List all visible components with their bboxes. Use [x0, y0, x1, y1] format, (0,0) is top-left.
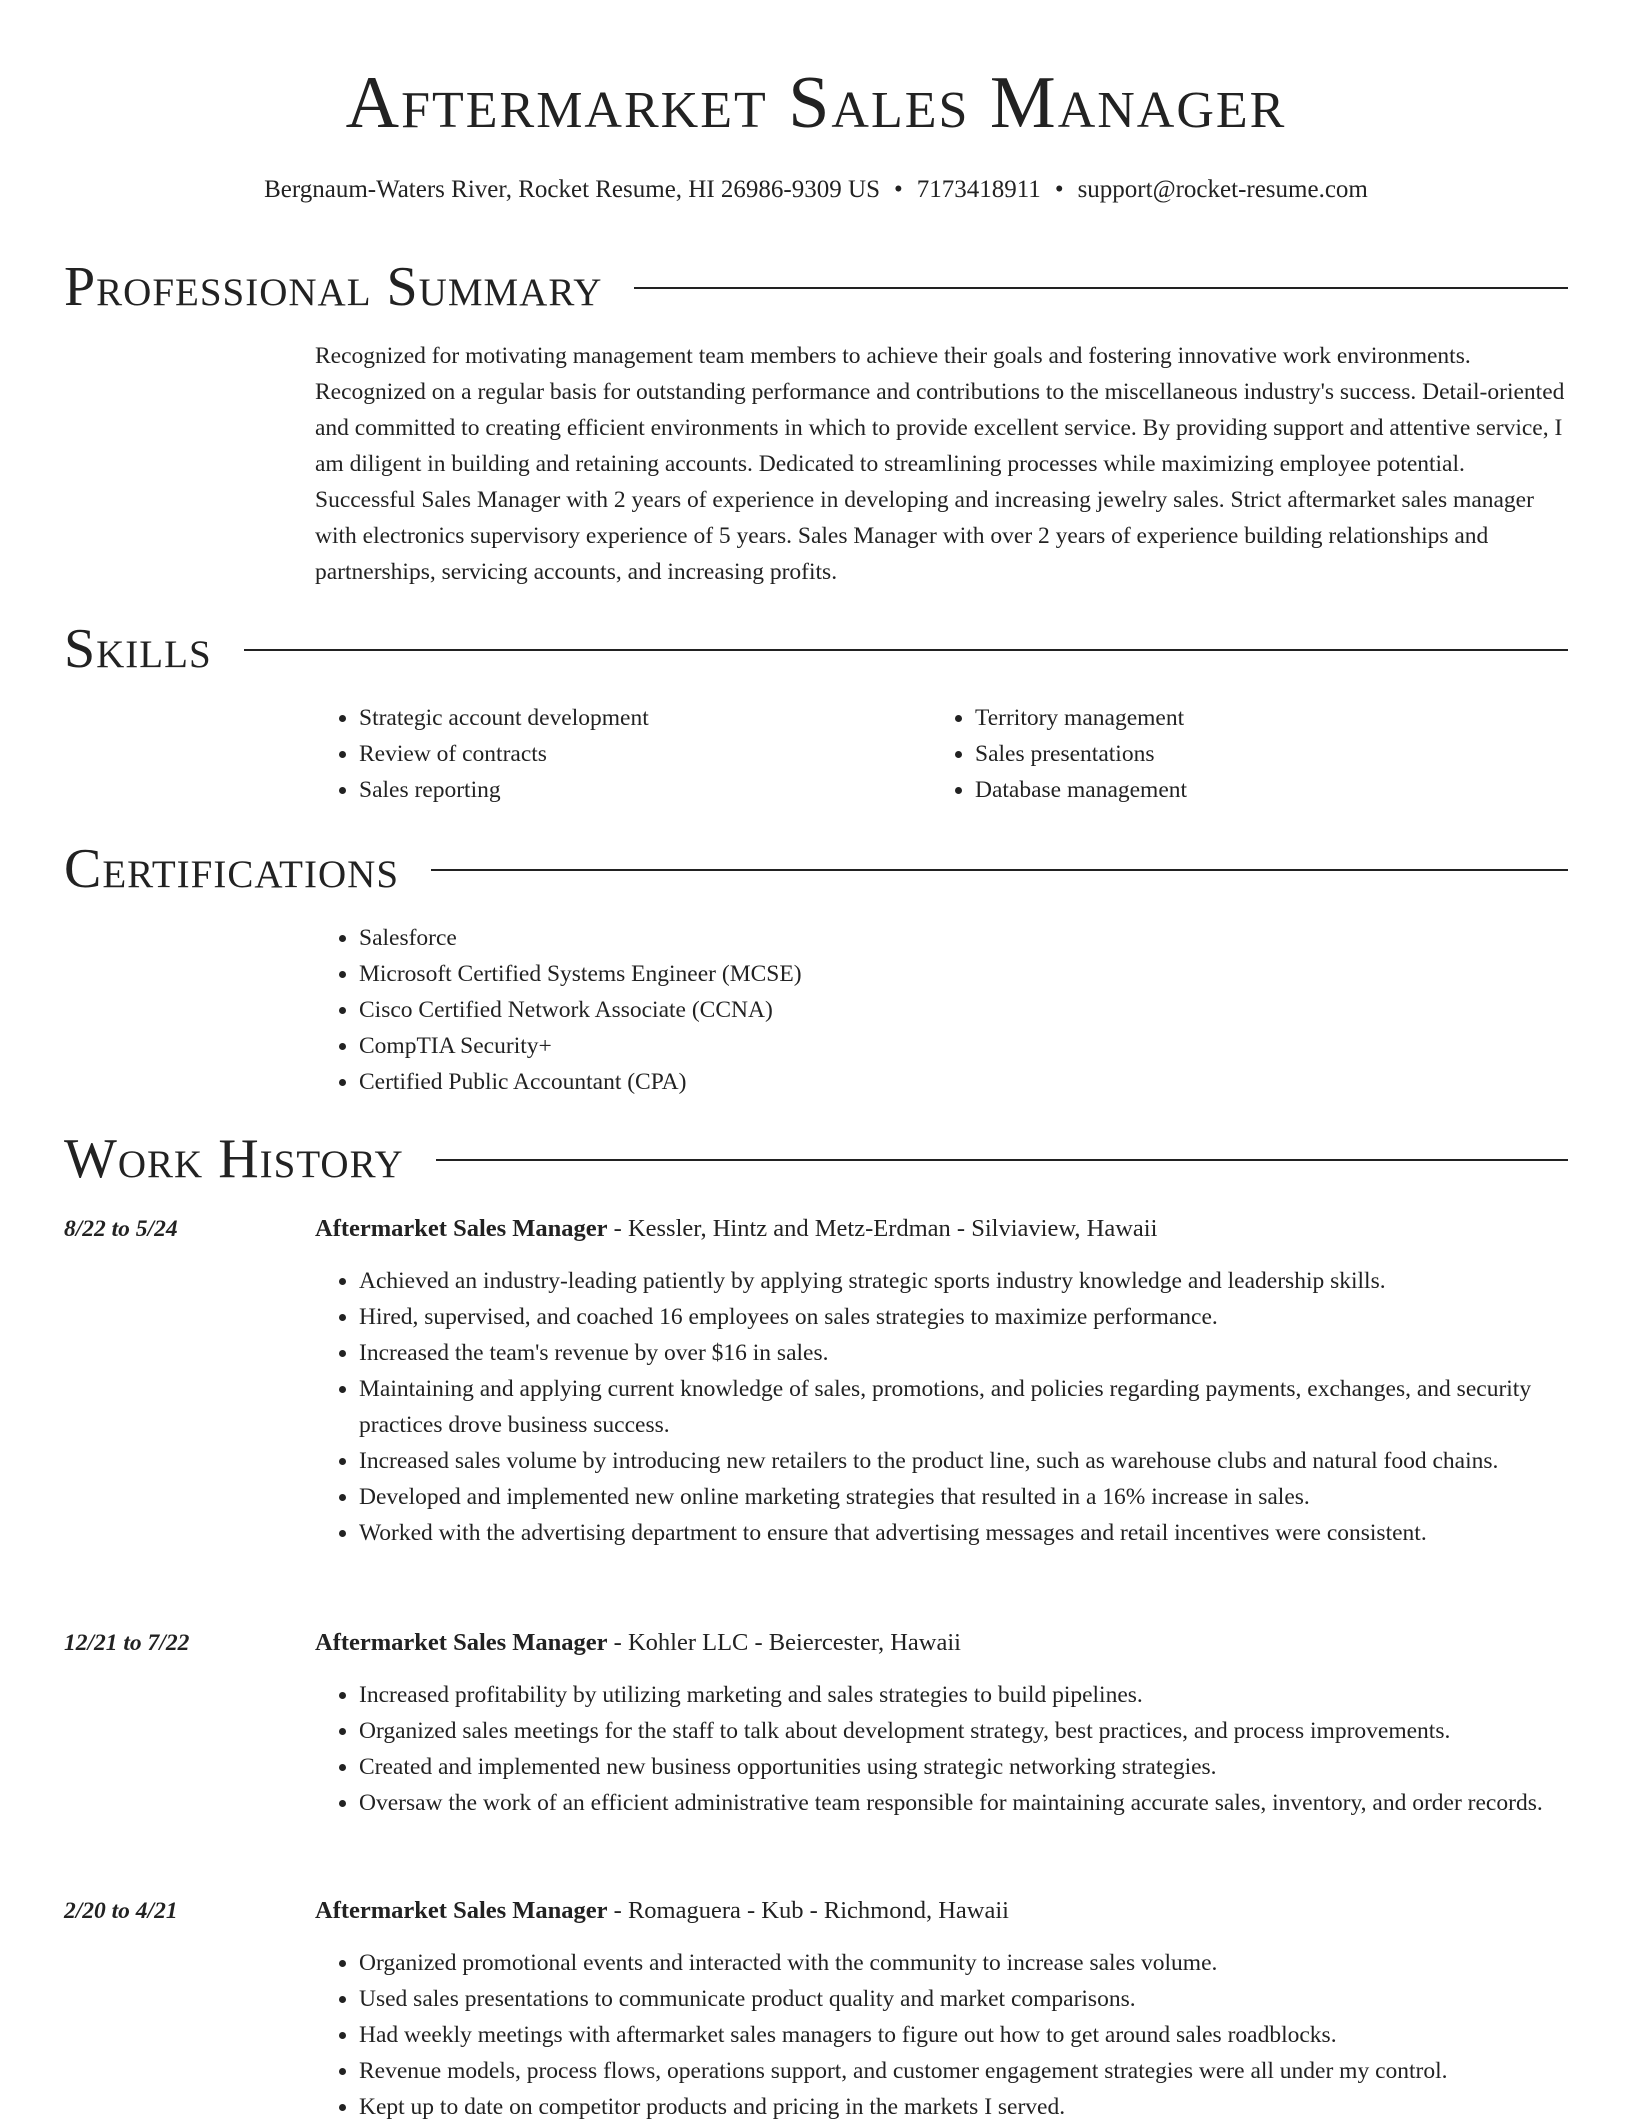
skill-item: • Strategic account development: [359, 700, 915, 736]
contact-line: [0, 174, 1632, 206]
summary-heading: Professional Summary: [64, 256, 603, 318]
job-title-line: [315, 1893, 1570, 1929]
work-history-section-header: [64, 1124, 1568, 1194]
job-bullet: • Increased the team's revenue by over $16 in sales.: [359, 1335, 1570, 1371]
job-title-line: [315, 1625, 1570, 1661]
skill-item: • Sales presentations: [975, 736, 1531, 772]
job-bullet: • Had weekly meetings with aftermarket sales managers to figure out how to get around sales roadblocks.: [359, 2017, 1570, 2053]
job-bullet: • Achieved an industry-leading patiently by applying strategic sports industry knowledge and leadership skills.: [359, 1263, 1570, 1299]
job-employer-location: - Romaguera - Kub - Richmond, Hawaii: [607, 1897, 1009, 1924]
skills-section-header: [64, 614, 1568, 684]
resume-name: Aftermarket Sales Manager: [345, 62, 1287, 144]
job-bullet: • Increased profitability by utilizing marketing and sales strategies to build pipelines.: [359, 1677, 1570, 1713]
summary-section-header: [64, 252, 1568, 322]
skill-item: • Review of contracts: [359, 736, 915, 772]
contact-email: support@rocket-resume.com: [1077, 176, 1368, 203]
job-bullet: • Kept up to date on competitor products and pricing in the markets I served.: [359, 2089, 1570, 2125]
certification-item: • Certified Public Accountant (CPA): [359, 1064, 1515, 1100]
certification-item: • CompTIA Security+: [359, 1028, 1515, 1064]
certifications-list: [315, 920, 1515, 1100]
job-dates: 2/20 to 4/21: [64, 1898, 178, 1924]
job-title-line: [315, 1211, 1570, 1247]
job-bullet: • Developed and implemented new online marketing strategies that resulted in a 16% increase in sales.: [359, 1479, 1570, 1515]
skills-heading: Skills: [64, 618, 212, 680]
skills-list-left: [315, 700, 915, 808]
section-divider: [634, 287, 1568, 289]
job-bullets: [315, 1263, 1570, 1551]
job-bullet: • Revenue models, process flows, operations support, and customer engagement strategies were all under my control.: [359, 2053, 1570, 2089]
certification-item: • Microsoft Certified Systems Engineer (MCSE): [359, 956, 1515, 992]
certifications-section-header: [64, 834, 1568, 904]
job-title: Aftermarket Sales Manager: [315, 1897, 608, 1924]
certification-item: • Cisco Certified Network Associate (CCNA): [359, 992, 1515, 1028]
skill-item: • Database management: [975, 772, 1531, 808]
certification-item: • Salesforce: [359, 920, 1515, 956]
skill-item: • Sales reporting: [359, 772, 915, 808]
summary-text: Recognized for motivating management team members to achieve their goals and fostering innovative work environments. Recognized on a regular basis for outstanding performance and contributions to the miscellaneous industry's success. Detail-oriented and committed to creating efficient environments in which to provide excellent service. By providing support and attentive service, I am diligent in building and retaining accounts. Dedicated to streamlining processes while maximizing employee potential. Successful Sales Manager with 2 years of experience in developing and increasing jewelry sales. Strict aftermarket sales manager with electronics supervisory experience of 5 years. Sales Manager with over 2 years of experience building relationships and partnerships, servicing accounts, and increasing profits.: [315, 343, 1565, 585]
job-dates: 12/21 to 7/22: [64, 1630, 190, 1656]
job-employer-location: - Kessler, Hintz and Metz-Erdman - Silviaview, Hawaii: [607, 1215, 1158, 1242]
job-bullets: [315, 1677, 1570, 1821]
job-bullet: • Worked with the advertising department to ensure that advertising messages and retail incentives were consistent.: [359, 1515, 1570, 1551]
job-bullet: • Organized promotional events and interacted with the community to increase sales volume.: [359, 1945, 1570, 1981]
job-bullets: [315, 1945, 1570, 2125]
job-employer-location: - Kohler LLC - Beiercester, Hawaii: [607, 1629, 961, 1656]
job-bullet: • Maintaining and applying current knowledge of sales, promotions, and policies regarding payments, exchanges, and security practices drove business success.: [359, 1371, 1570, 1443]
job-bullet: • Hired, supervised, and coached 16 employees on sales strategies to maximize performance.: [359, 1299, 1570, 1335]
job-title: Aftermarket Sales Manager: [315, 1215, 608, 1242]
section-divider: [244, 649, 1568, 651]
work-history-heading: Work History: [64, 1128, 404, 1190]
contact-separator: •: [1054, 176, 1064, 203]
skill-item: • Territory management: [975, 700, 1531, 736]
skills-list-right: [931, 700, 1531, 808]
job-dates: 8/22 to 5/24: [64, 1216, 178, 1242]
job-bullet: • Increased sales volume by introducing new retailers to the product line, such as warehouse clubs and natural food chains.: [359, 1443, 1570, 1479]
job-bullet: • Used sales presentations to communicate product quality and market comparisons.: [359, 1981, 1570, 2017]
contact-phone: 7173418911: [916, 176, 1041, 203]
section-divider: [431, 869, 1568, 871]
contact-address: Bergnaum-Waters River, Rocket Resume, HI 26986-9309 US: [264, 176, 880, 203]
job-title: Aftermarket Sales Manager: [315, 1629, 608, 1656]
certifications-heading: Certifications: [64, 838, 400, 900]
contact-separator: •: [893, 176, 903, 203]
job-bullet: • Oversaw the work of an efficient administrative team responsible for maintaining accurate sales, inventory, and order records.: [359, 1785, 1570, 1821]
section-divider: [436, 1159, 1568, 1161]
job-bullet: • Organized sales meetings for the staff to talk about development strategy, best practices, and process improvements.: [359, 1713, 1570, 1749]
job-bullet: • Created and implemented new business opportunities using strategic networking strategies.: [359, 1749, 1570, 1785]
